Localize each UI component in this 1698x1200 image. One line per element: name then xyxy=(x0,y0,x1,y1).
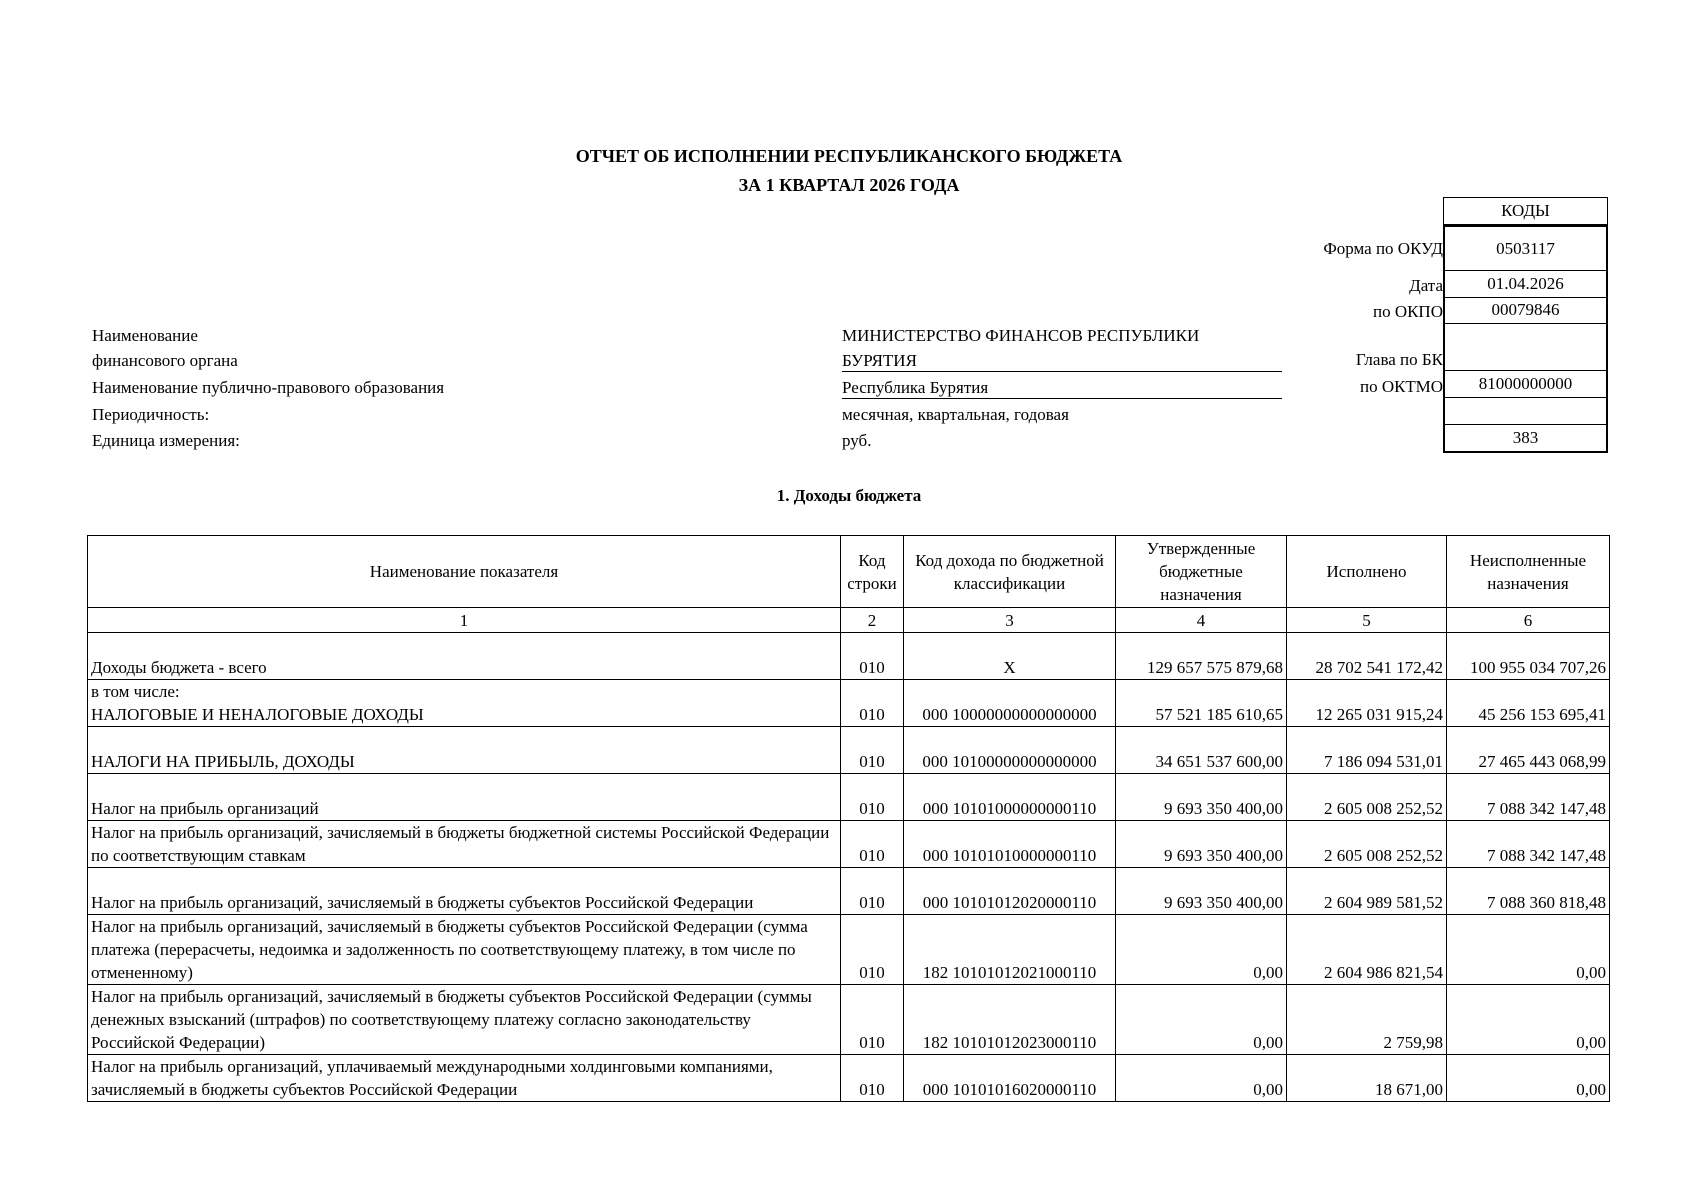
row-name: Доходы бюджета - всего xyxy=(88,633,841,680)
row-unexecuted: 45 256 153 695,41 xyxy=(1447,680,1610,727)
row-income-code: 000 10101016020000110 xyxy=(904,1055,1116,1102)
date-label: Дата xyxy=(1409,276,1443,295)
row-line-code: 010 xyxy=(841,821,904,868)
row-executed: 2 605 008 252,52 xyxy=(1287,821,1447,868)
row-line-code: 010 xyxy=(841,915,904,985)
row-income-code: 000 10101000000000110 xyxy=(904,774,1116,821)
col-number: 1 xyxy=(88,608,841,633)
col-header-line-code: Код строки xyxy=(841,536,904,608)
org-value-1: МИНИСТЕРСТВО ФИНАНСОВ РЕСПУБЛИКИ xyxy=(842,326,1200,345)
col-number: 6 xyxy=(1447,608,1610,633)
row-income-code: 000 10101010000000110 xyxy=(904,821,1116,868)
row-executed: 2 604 989 581,52 xyxy=(1287,868,1447,915)
row-income-code: 182 10101012023000110 xyxy=(904,985,1116,1055)
report-title-line-2: ЗА 1 КВАРТАЛ 2026 ГОДА xyxy=(738,175,960,195)
row-approved: 0,00 xyxy=(1116,1055,1287,1102)
table-row xyxy=(88,1055,1610,1102)
row-name: Налог на прибыль организаций, зачисляемый в бюджеты субъектов Российской Федерации xyxy=(88,868,841,915)
row-income-code: 182 10101012021000110 xyxy=(904,915,1116,985)
row-unexecuted: 0,00 xyxy=(1447,985,1610,1055)
okpo-label: по ОКПО xyxy=(1372,302,1443,321)
row-approved: 57 521 185 610,65 xyxy=(1116,680,1287,727)
col-header-executed: Исполнено xyxy=(1287,536,1447,608)
row-unexecuted: 0,00 xyxy=(1447,915,1610,985)
row-approved: 9 693 350 400,00 xyxy=(1116,821,1287,868)
glava-code xyxy=(1443,324,1608,371)
table-row xyxy=(88,821,1610,868)
row-executed: 12 265 031 915,24 xyxy=(1287,680,1447,727)
column-number-row xyxy=(88,608,1610,633)
row-approved: 9 693 350 400,00 xyxy=(1116,868,1287,915)
row-name: Налог на прибыль организаций, уплачиваемый международными холдинговыми компаниями, зачисляемый в бюджеты субъектов Российской Федерации xyxy=(88,1055,841,1102)
table-header-row xyxy=(88,536,1610,608)
row-line-code: 010 xyxy=(841,1055,904,1102)
col-header-approved: Утвержденные бюджетные назначения xyxy=(1116,536,1287,608)
col-number: 3 xyxy=(904,608,1116,633)
oktmo-code: 81000000000 xyxy=(1443,371,1608,398)
row-unexecuted: 7 088 360 818,48 xyxy=(1447,868,1610,915)
row-name: НАЛОГИ НА ПРИБЫЛЬ, ДОХОДЫ xyxy=(88,727,841,774)
okpo-code: 00079846 xyxy=(1443,298,1608,324)
org-label-2: финансового органа xyxy=(92,351,238,370)
row-name: в том числе: НАЛОГОВЫЕ И НЕНАЛОГОВЫЕ ДОХОДЫ xyxy=(88,680,841,727)
oktmo-label: по ОКТМО xyxy=(1359,377,1443,396)
row-approved: 0,00 xyxy=(1116,985,1287,1055)
row-line-code: 010 xyxy=(841,985,904,1055)
row-unexecuted: 100 955 034 707,26 xyxy=(1447,633,1610,680)
report-title-line-1: ОТЧЕТ ОБ ИСПОЛНЕНИИ РЕСПУБЛИКАНСКОГО БЮДЖЕТА xyxy=(575,146,1123,166)
row-executed: 28 702 541 172,42 xyxy=(1287,633,1447,680)
row-approved: 129 657 575 879,68 xyxy=(1116,633,1287,680)
unit-value: руб. xyxy=(842,431,872,450)
unit-label: Единица измерения: xyxy=(92,431,240,450)
row-line-code: 010 xyxy=(841,633,904,680)
col-number: 4 xyxy=(1116,608,1287,633)
row-income-code: 000 10100000000000000 xyxy=(904,727,1116,774)
okei-code: 383 xyxy=(1443,425,1608,453)
col-number: 2 xyxy=(841,608,904,633)
row-unexecuted: 0,00 xyxy=(1447,1055,1610,1102)
row-line-code: 010 xyxy=(841,727,904,774)
codes-box xyxy=(1443,197,1608,453)
row-unexecuted: 27 465 443 068,99 xyxy=(1447,727,1610,774)
table-row xyxy=(88,727,1610,774)
row-approved: 34 651 537 600,00 xyxy=(1116,727,1287,774)
row-name: Налог на прибыль организаций xyxy=(88,774,841,821)
okud-label: Форма по ОКУД xyxy=(1323,239,1443,258)
row-executed: 2 759,98 xyxy=(1287,985,1447,1055)
row-executed: 2 605 008 252,52 xyxy=(1287,774,1447,821)
period-label: Периодичность: xyxy=(92,405,210,424)
table-row xyxy=(88,633,1610,680)
date-code: 01.04.2026 xyxy=(1443,271,1608,298)
row-approved: 9 693 350 400,00 xyxy=(1116,774,1287,821)
table-row xyxy=(88,680,1610,727)
row-name: Налог на прибыль организаций, зачисляемый в бюджеты субъектов Российской Федерации (сумма платежа (перерасчеты, недоимка и задолженность по соответствующему платежу, в том числе по отмененному) xyxy=(88,915,841,985)
row-unexecuted: 7 088 342 147,48 xyxy=(1447,774,1610,821)
row-name: Налог на прибыль организаций, зачисляемый в бюджеты бюджетной системы Российской Федерации по соответствующим ставкам xyxy=(88,821,841,868)
col-number: 5 xyxy=(1287,608,1447,633)
col-header-income-code: Код дохода по бюджетной классификации xyxy=(904,536,1116,608)
glava-label: Глава по БК xyxy=(1355,350,1443,369)
period-code xyxy=(1443,398,1608,425)
okud-code: 0503117 xyxy=(1443,225,1608,271)
org-label-1: Наименование xyxy=(92,326,198,345)
income-table xyxy=(87,535,1610,1102)
row-income-code: X xyxy=(904,633,1116,680)
row-income-code: 000 10101012020000110 xyxy=(904,868,1116,915)
period-value: месячная, квартальная, годовая xyxy=(842,405,1069,424)
col-header-unexecuted: Неисполненные назначения xyxy=(1447,536,1610,608)
ppo-value: Республика Бурятия xyxy=(842,378,1282,399)
row-line-code: 010 xyxy=(841,868,904,915)
table-row xyxy=(88,915,1610,985)
row-line-code: 010 xyxy=(841,680,904,727)
row-approved: 0,00 xyxy=(1116,915,1287,985)
row-income-code: 000 10000000000000000 xyxy=(904,680,1116,727)
row-line-code: 010 xyxy=(841,774,904,821)
ppo-label: Наименование публично-правового образования xyxy=(92,378,445,397)
table-row xyxy=(88,868,1610,915)
col-header-name: Наименование показателя xyxy=(88,536,841,608)
row-executed: 18 671,00 xyxy=(1287,1055,1447,1102)
table-row xyxy=(88,774,1610,821)
table-row xyxy=(88,985,1610,1055)
row-executed: 7 186 094 531,01 xyxy=(1287,727,1447,774)
section-title: 1. Доходы бюджета xyxy=(776,486,922,505)
codes-header: КОДЫ xyxy=(1443,197,1608,225)
row-name: Налог на прибыль организаций, зачисляемый в бюджеты субъектов Российской Федерации (суммы денежных взысканий (штрафов) по соответствующему платежу согласно законодательству Российской Федерации) xyxy=(88,985,841,1055)
row-unexecuted: 7 088 342 147,48 xyxy=(1447,821,1610,868)
org-value-2: БУРЯТИЯ xyxy=(842,351,1282,372)
row-executed: 2 604 986 821,54 xyxy=(1287,915,1447,985)
